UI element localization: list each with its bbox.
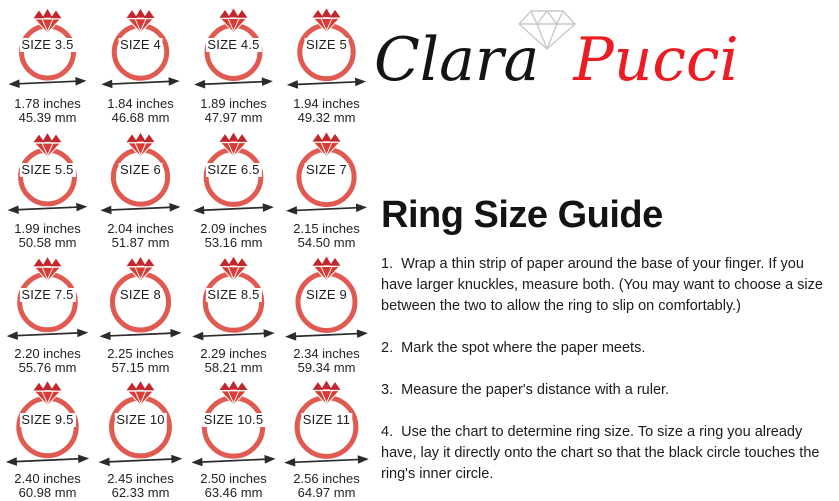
ring-mm-label: 57.15 mm — [111, 359, 170, 375]
ring-size-label: SIZE 10 — [116, 412, 165, 427]
ring-inches-label: 2.45 inches — [107, 471, 174, 486]
ring-mm-label: 63.46 mm — [204, 484, 263, 500]
ring-size-label: SIZE 5 — [306, 37, 347, 52]
ring-diagram-wrap — [1, 250, 94, 344]
ring-diagram-wrap — [280, 0, 373, 94]
ring-mm-label: 49.32 mm — [297, 109, 356, 125]
brand-name-pucci: Pucci — [573, 25, 739, 95]
ring-size-label: SIZE 5.5 — [21, 162, 74, 177]
ring-diagram-wrap — [94, 0, 187, 94]
ring-mm-label: 50.58 mm — [18, 234, 77, 250]
instruction-item: 1. Wrap a thin strip of paper around the base of your finger. If you have larger knuckles, measure both. (You may want to choose a size between the two to allow the ring to slip on comfortably.) — [381, 256, 827, 314]
ring-mm-label: 55.76 mm — [18, 359, 77, 375]
ring-size-label: SIZE 9.5 — [21, 412, 74, 427]
ring-circle — [206, 150, 261, 205]
ring-mm-label: 62.33 mm — [111, 484, 170, 500]
ring-diagram-wrap — [280, 250, 373, 344]
ring-size-cell — [1, 375, 94, 500]
ring-diagram-wrap — [1, 125, 94, 219]
ring-size-label: SIZE 10.5 — [203, 412, 264, 427]
ring-circle — [298, 274, 355, 331]
ring-mm-label: 54.50 mm — [297, 234, 356, 250]
ring-size-cell — [187, 375, 280, 500]
brand-name — [374, 25, 739, 95]
ring-size-label: SIZE 8 — [120, 287, 161, 302]
brand-logo — [374, 4, 829, 104]
ring-circle — [205, 274, 262, 331]
ring-circle — [207, 26, 260, 79]
ring-circle — [113, 150, 167, 204]
ring-circle — [112, 274, 168, 330]
ring-inches-label: 2.09 inches — [200, 221, 267, 236]
ring-diagram-wrap — [280, 125, 373, 219]
ring-diagram-wrap — [187, 250, 280, 344]
ring-size-cell — [280, 0, 373, 125]
ring-circle — [19, 398, 76, 455]
ring-size-cell — [1, 250, 94, 375]
ring-size-cell — [94, 125, 187, 250]
ring-inches-label: 2.56 inches — [293, 471, 360, 486]
ring-size-cell — [280, 375, 373, 500]
ring-inches-label: 2.34 inches — [293, 346, 360, 361]
ring-diagram-wrap — [280, 375, 373, 469]
ring-inches-label: 2.15 inches — [293, 221, 360, 236]
ring-mm-label: 64.97 mm — [297, 484, 356, 500]
ring-circle — [22, 26, 74, 78]
ring-size-label: SIZE 6.5 — [207, 162, 260, 177]
ring-size-label: SIZE 4.5 — [207, 37, 260, 52]
ring-inches-label: 1.89 inches — [200, 96, 267, 111]
ring-size-cell — [280, 125, 373, 250]
ring-mm-label: 51.87 mm — [111, 234, 170, 250]
instruction-item: 3. Measure the paper's distance with a ruler. — [381, 382, 670, 398]
ring-diagram-wrap — [1, 0, 94, 94]
ring-size-label: SIZE 9 — [306, 287, 347, 302]
ring-inches-label: 2.40 inches — [14, 471, 81, 486]
ring-inches-label: 2.25 inches — [107, 346, 174, 361]
ring-inches-label: 2.20 inches — [14, 346, 81, 361]
ring-size-label: SIZE 7.5 — [21, 287, 74, 302]
ring-inches-label: 1.99 inches — [14, 221, 81, 236]
ring-size-chart — [1, 0, 375, 501]
ring-size-cell — [187, 125, 280, 250]
ring-circle — [114, 26, 166, 78]
ring-circle — [21, 150, 75, 204]
instruction-item: 4. Use the chart to determine ring size. To size a ring you already have, lay it directly onto the chart so that the black circle touches the ring's inner circle. — [381, 424, 824, 482]
ring-diagram-wrap — [187, 0, 280, 94]
ring-diagram-wrap — [94, 250, 187, 344]
ring-circle — [112, 398, 170, 456]
ring-mm-label: 47.97 mm — [204, 109, 263, 125]
instruction-item: 2. Mark the spot where the paper meets. — [381, 340, 646, 356]
ring-mm-label: 58.21 mm — [204, 359, 263, 375]
ring-size-label: SIZE 7 — [306, 162, 347, 177]
ring-size-label: SIZE 6 — [120, 162, 161, 177]
ring-size-label: SIZE 3.5 — [21, 37, 74, 52]
ring-inches-label: 1.94 inches — [293, 96, 360, 111]
ring-circle — [299, 149, 354, 204]
ring-size-label: SIZE 8.5 — [207, 287, 260, 302]
ring-diagram-wrap — [94, 375, 187, 469]
ring-inches-label: 2.04 inches — [107, 221, 174, 236]
ring-size-cell — [187, 0, 280, 125]
instructions-list — [381, 254, 839, 501]
ring-size-cell — [187, 250, 280, 375]
ring-mm-label: 46.68 mm — [111, 109, 170, 125]
ring-diagram-wrap — [1, 375, 94, 469]
ring-mm-label: 45.39 mm — [18, 109, 77, 125]
ring-size-cell — [94, 250, 187, 375]
ring-circle — [297, 398, 356, 457]
guide-title: Ring Size Guide — [381, 194, 663, 236]
ring-diagram-wrap — [187, 125, 280, 219]
ring-size-cell — [94, 375, 187, 500]
ring-inches-label: 1.78 inches — [14, 96, 81, 111]
ring-circle — [300, 25, 353, 78]
ring-mm-label: 59.34 mm — [297, 359, 356, 375]
ring-size-cell — [94, 0, 187, 125]
ring-size-cell — [1, 0, 94, 125]
ring-inches-label: 2.29 inches — [200, 346, 267, 361]
ring-circle — [204, 398, 262, 456]
ring-inches-label: 1.84 inches — [107, 96, 174, 111]
ring-circle — [20, 274, 76, 330]
ring-diagram-wrap — [94, 125, 187, 219]
ring-mm-label: 53.16 mm — [204, 234, 263, 250]
ring-size-cell — [1, 125, 94, 250]
ring-size-label: SIZE 4 — [120, 37, 161, 52]
ring-inches-label: 2.50 inches — [200, 471, 267, 486]
ring-size-label: SIZE 11 — [302, 412, 351, 427]
brand-name-clara: Clara — [374, 25, 540, 95]
ring-diagram-wrap — [187, 375, 280, 469]
ring-size-cell — [280, 250, 373, 375]
ring-mm-label: 60.98 mm — [18, 484, 77, 500]
